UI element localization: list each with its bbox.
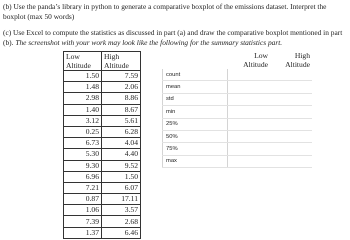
stat-low-value bbox=[228, 118, 271, 130]
high-altitude-value: 9.52 bbox=[102, 160, 141, 171]
summary-row bbox=[163, 69, 313, 81]
stat-label: 50% bbox=[163, 130, 228, 142]
stat-low-value bbox=[228, 155, 271, 167]
summary-row bbox=[163, 130, 313, 142]
high-altitude-value: 8.67 bbox=[102, 104, 141, 115]
question-c-text bbox=[3, 28, 347, 48]
high-altitude-value: 4.40 bbox=[102, 149, 141, 160]
low-altitude-value: 7.21 bbox=[64, 182, 102, 193]
stat-label: count bbox=[163, 69, 228, 81]
stat-low-value bbox=[228, 69, 271, 81]
header-low-altitude: Low Altitude bbox=[64, 52, 102, 71]
table-row bbox=[64, 115, 141, 126]
high-altitude-value: 2.68 bbox=[102, 216, 141, 227]
summary-header-blank bbox=[163, 51, 228, 69]
high-altitude-value: 2.06 bbox=[102, 82, 141, 93]
summary-header-row bbox=[163, 51, 313, 69]
table-row bbox=[64, 93, 141, 104]
high-altitude-value: 1.50 bbox=[102, 171, 141, 182]
table-row bbox=[64, 216, 141, 227]
low-altitude-value: 9.30 bbox=[64, 160, 102, 171]
stat-label: min bbox=[163, 106, 228, 118]
low-altitude-value: 2.98 bbox=[64, 93, 102, 104]
stat-label: 25% bbox=[163, 118, 228, 130]
stat-high-value bbox=[270, 155, 312, 167]
high-altitude-value: 3.57 bbox=[102, 205, 141, 216]
table-row bbox=[64, 160, 141, 171]
summary-header-high-altitude: High Altitude bbox=[285, 51, 310, 69]
summary-statistics-table bbox=[162, 51, 312, 168]
high-altitude-value: 6.07 bbox=[102, 182, 141, 193]
low-altitude-value: 1.06 bbox=[64, 205, 102, 216]
table-row bbox=[64, 149, 141, 160]
low-altitude-value: 0.87 bbox=[64, 194, 102, 205]
high-altitude-value: 7.59 bbox=[102, 71, 141, 82]
data-table-body bbox=[64, 71, 141, 239]
stat-low-value bbox=[228, 130, 271, 142]
stat-label: std bbox=[163, 93, 228, 105]
high-altitude-value: 5.61 bbox=[102, 115, 141, 126]
table-row bbox=[64, 205, 141, 216]
low-altitude-value: 3.12 bbox=[64, 115, 102, 126]
low-altitude-value: 6.73 bbox=[64, 138, 102, 149]
low-altitude-value: 0.25 bbox=[64, 126, 102, 137]
question-b-text: (b) Use the panda’s library in python to generate a comparative boxplot of the emissions dataset. Interpret the boxplot (max 50 words) bbox=[3, 2, 327, 21]
stat-high-value bbox=[270, 143, 312, 155]
stat-low-value bbox=[228, 93, 271, 105]
summary-row bbox=[163, 118, 313, 130]
summary-table-body bbox=[163, 69, 313, 168]
summary-row bbox=[163, 106, 313, 118]
table-row bbox=[64, 71, 141, 82]
stat-high-value bbox=[270, 81, 312, 93]
low-altitude-value: 7.39 bbox=[64, 216, 102, 227]
stat-label: mean bbox=[163, 81, 228, 93]
stat-high-value bbox=[270, 93, 312, 105]
table-row bbox=[64, 194, 141, 205]
table-row bbox=[64, 138, 141, 149]
table-row bbox=[64, 82, 141, 93]
summary-row bbox=[163, 155, 313, 167]
table-row bbox=[64, 171, 141, 182]
high-altitude-value: 6.46 bbox=[102, 227, 141, 238]
high-altitude-value: 4.04 bbox=[102, 138, 141, 149]
header-high-altitude: High Altitude bbox=[102, 52, 141, 71]
emissions-data-table bbox=[63, 51, 141, 239]
stat-low-value bbox=[228, 143, 271, 155]
stat-low-value bbox=[228, 81, 271, 93]
high-altitude-value: 8.86 bbox=[102, 93, 141, 104]
high-altitude-value: 6.28 bbox=[102, 126, 141, 137]
stat-high-value bbox=[270, 106, 312, 118]
summary-header-low-altitude: Low Altitude bbox=[243, 51, 268, 69]
table-row bbox=[64, 227, 141, 238]
low-altitude-value: 1.50 bbox=[64, 71, 102, 82]
table-row bbox=[64, 182, 141, 193]
stat-high-value bbox=[270, 69, 312, 81]
summary-row bbox=[163, 93, 313, 105]
low-altitude-value: 5.30 bbox=[64, 149, 102, 160]
table-row bbox=[64, 104, 141, 115]
summary-row bbox=[163, 143, 313, 155]
table-row bbox=[64, 126, 141, 137]
stat-low-value bbox=[228, 106, 271, 118]
low-altitude-value: 1.40 bbox=[64, 104, 102, 115]
low-altitude-value: 1.48 bbox=[64, 82, 102, 93]
question-c-instruction: (c) Use Excel to compute the statistics as discussed in part (a) and draw the comparative boxplot mentioned in part (b). bbox=[3, 28, 343, 47]
stat-high-value bbox=[270, 118, 312, 130]
stat-label: max bbox=[163, 155, 228, 167]
low-altitude-value: 1.37 bbox=[64, 227, 102, 238]
question-c-note: The screenshot with your work may look like the following for the summary statistics part. bbox=[15, 38, 283, 47]
data-table-header-row bbox=[64, 52, 141, 71]
high-altitude-value: 17.11 bbox=[102, 194, 141, 205]
summary-row bbox=[163, 81, 313, 93]
stat-label: 75% bbox=[163, 143, 228, 155]
stat-high-value bbox=[270, 130, 312, 142]
low-altitude-value: 6.96 bbox=[64, 171, 102, 182]
